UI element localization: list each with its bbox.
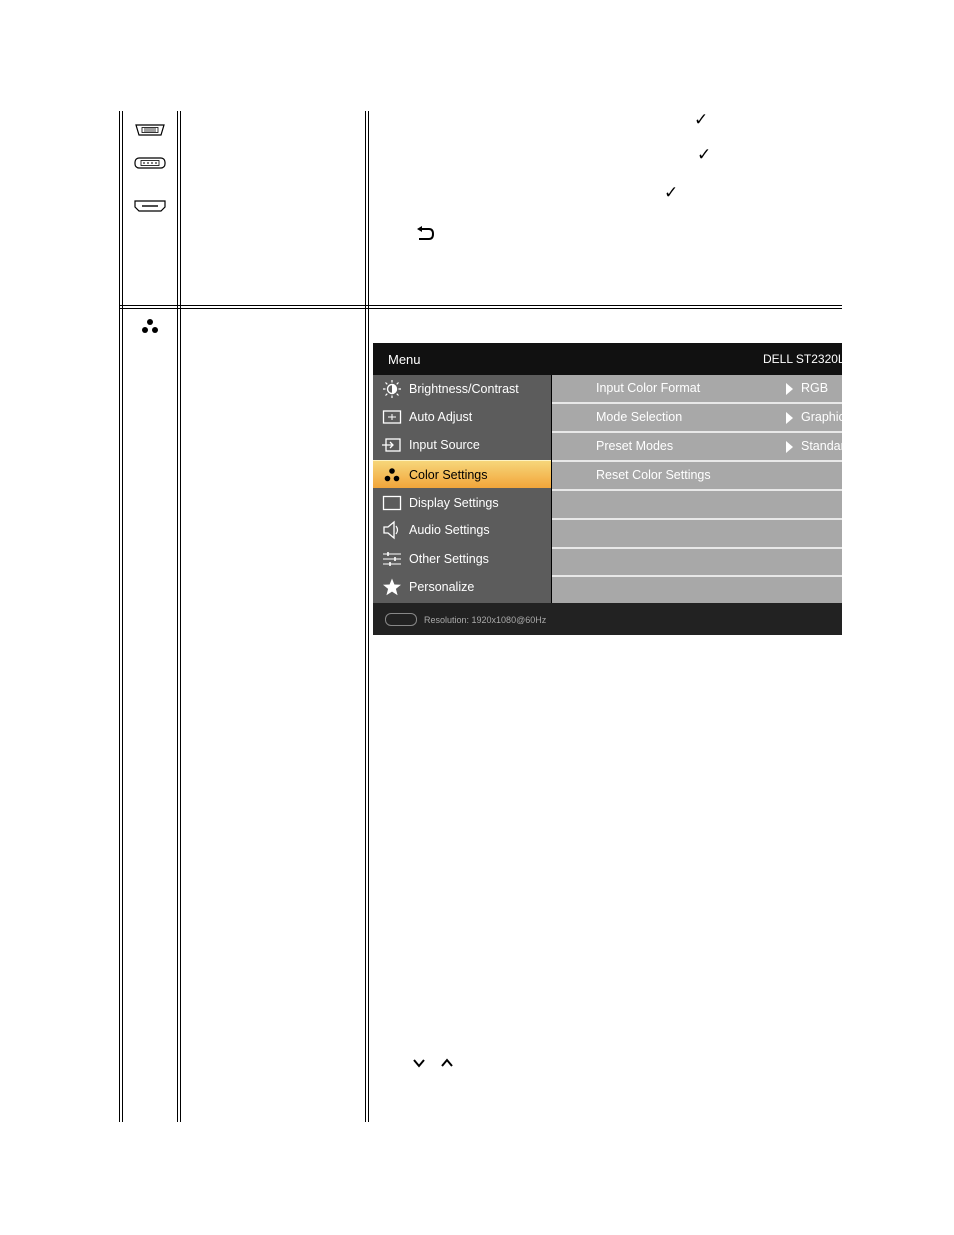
submenu-label: Preset Modes [596,439,674,453]
submenu-label: Input Color Format [596,381,701,395]
brightness-icon [382,380,402,398]
display-settings-icon [382,494,402,512]
submenu-value: RGB [801,381,829,395]
submenu-label: Mode Selection [596,410,683,424]
column-divider-1a [177,111,178,1122]
menu-item-color-settings[interactable] [373,460,551,488]
menu-item-personalize[interactable] [373,573,551,601]
menu-item-audio-settings[interactable] [373,516,551,544]
menu-item-label: Brightness/Contrast [409,382,519,396]
submenu-arrow-icon [786,383,793,395]
dvi-port-icon [134,157,166,169]
submenu-value: Standard [801,439,852,453]
column-divider-1b [180,111,181,1122]
row-divider-a [119,305,842,306]
menu-item-label: Other Settings [409,552,489,566]
menu-item-label: Personalize [409,580,475,594]
table-border-left [119,111,120,1122]
vga-port-icon [134,124,166,136]
color-settings-icon [141,318,159,334]
check-icon-dvi: ✓ [697,145,712,165]
color-settings-icon [382,466,402,484]
submenu-row-input-color-format[interactable] [552,375,842,404]
submenu-arrow-icon [786,441,793,453]
menu-item-label: Input Source [409,438,480,452]
up-arrow-icon [440,1057,454,1069]
menu-item-label: Color Settings [409,468,488,482]
check-icon-hdmi: ✓ [664,183,679,203]
dell-logo-icon [385,613,417,626]
osd-model-name: DELL ST2320L [763,352,845,366]
submenu-row-preset-modes[interactable] [552,433,852,462]
star-icon [382,578,402,596]
menu-item-label: Audio Settings [409,523,490,537]
menu-item-other-settings[interactable] [373,545,551,573]
menu-item-auto-adjust[interactable] [373,403,551,431]
menu-item-display-settings[interactable] [373,489,551,517]
table-border-left-inner [122,111,123,1122]
submenu-value: Graphics [801,410,852,424]
submenu-row-empty [552,548,842,577]
row-divider-b [119,308,842,309]
osd-menu [373,343,852,635]
submenu-row-empty [552,520,842,549]
resolution-text: Resolution: 1920x1080@60Hz [424,615,547,625]
down-arrow-icon [412,1057,426,1069]
hdmi-port-icon [134,200,166,212]
menu-item-input-source[interactable] [373,431,551,459]
submenu-label: Reset Color Settings [596,468,711,482]
osd-header [373,343,845,375]
submenu-row-mode-selection[interactable] [552,404,852,433]
column-divider-2b [368,111,369,1122]
speaker-icon [382,521,402,539]
submenu-row-reset-color-settings[interactable] [552,462,842,491]
check-icon-vga: ✓ [694,110,709,130]
menu-item-label: Auto Adjust [409,410,473,424]
column-divider-2a [365,111,366,1122]
osd-footer [373,603,842,635]
osd-title: Menu [388,352,421,367]
sliders-icon [382,550,402,568]
menu-item-brightness-contrast[interactable] [373,375,551,403]
back-arrow-icon [415,226,435,242]
input-source-icon [382,436,402,454]
submenu-arrow-icon [786,412,793,424]
menu-item-label: Display Settings [409,496,499,510]
auto-adjust-icon [382,408,402,426]
submenu-row-empty [552,491,842,520]
